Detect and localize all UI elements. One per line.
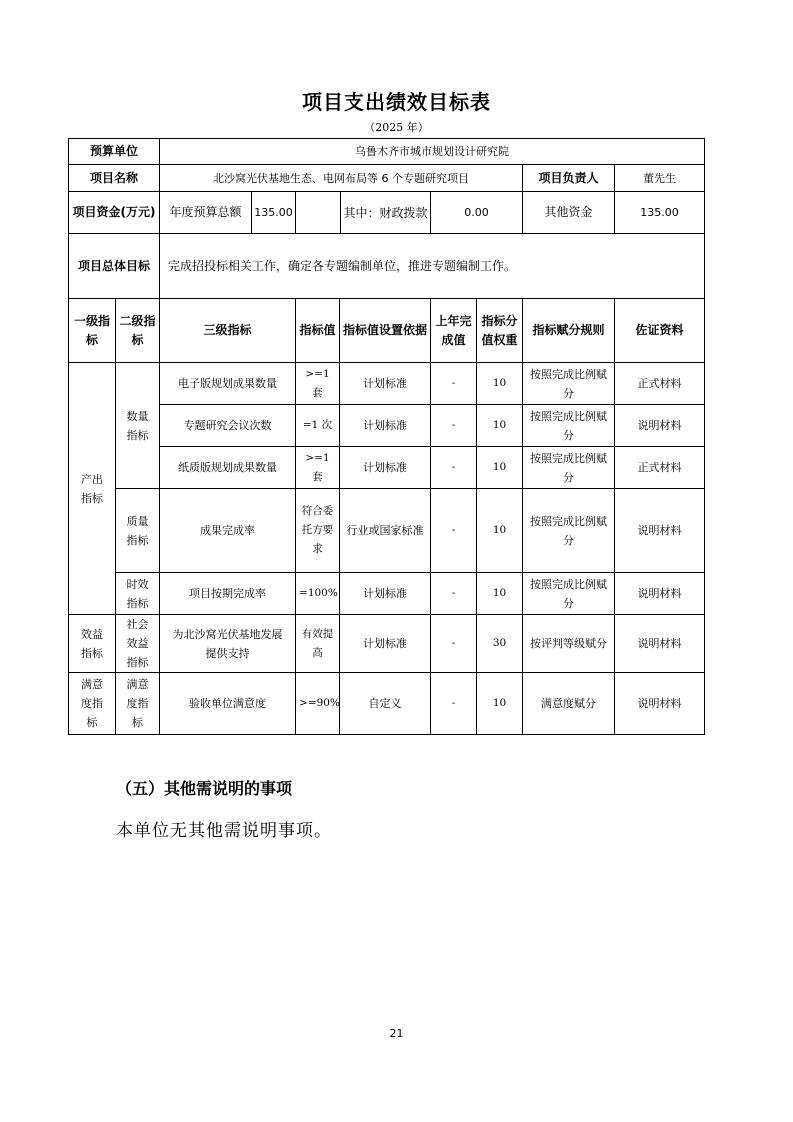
indicator-weight: 10 <box>477 673 523 735</box>
table-row <box>69 139 705 165</box>
other-funds-label: 其他资金 <box>523 192 615 234</box>
page-title: 项目支出绩效目标表 <box>302 90 491 114</box>
budget-unit-value: 乌鲁木齐市城市规划设计研究院 <box>160 139 705 165</box>
annual-budget-cell <box>160 192 296 234</box>
indicator-prev: - <box>431 573 477 615</box>
table-row <box>69 165 705 192</box>
indicator-value: >=1 套 <box>296 447 340 489</box>
indicator-value: >=90% <box>296 673 340 735</box>
annual-budget-value: 135.00 <box>254 206 293 219</box>
indicator-name: 项目按期完成率 <box>160 573 296 615</box>
header-rule: 指标赋分规则 <box>523 299 615 363</box>
leader-value: 董先生 <box>615 165 705 192</box>
fiscal-value: 0.00 <box>431 192 523 234</box>
header-level3: 三级指标 <box>160 299 296 363</box>
indicator-evidence: 说明材料 <box>615 573 705 615</box>
table-row <box>69 447 705 489</box>
indicator-evidence: 说明材料 <box>615 489 705 573</box>
level2-time: 时效指标 <box>116 573 160 615</box>
indicator-basis: 计划标准 <box>340 615 431 673</box>
indicator-weight: 10 <box>477 405 523 447</box>
indicator-value: 符合委托方要求 <box>296 489 340 573</box>
header-prev: 上年完成值 <box>431 299 477 363</box>
indicator-value: 有效提高 <box>296 615 340 673</box>
indicator-prev: - <box>431 673 477 735</box>
page-number: 21 <box>389 1027 404 1040</box>
indicator-weight: 10 <box>477 573 523 615</box>
header-evidence: 佐证资料 <box>615 299 705 363</box>
project-name-value: 北沙窝光伏基地生态、电网布局等 6 个专题研究项目 <box>160 165 523 192</box>
goal-value: 完成招投标相关工作，确定各专题编制单位，推进专题编制工作。 <box>160 234 705 299</box>
budget-unit-label: 预算单位 <box>69 139 160 165</box>
indicator-rule: 按照完成比例赋分 <box>523 573 615 615</box>
indicator-name: 纸质版规划成果数量 <box>160 447 296 489</box>
indicator-name: 成果完成率 <box>160 489 296 573</box>
performance-table <box>68 138 705 735</box>
level1-output: 产出指标 <box>69 363 116 615</box>
indicator-basis: 计划标准 <box>340 363 431 405</box>
indicator-rule: 按照完成比例赋分 <box>523 405 615 447</box>
table-row <box>69 405 705 447</box>
year-label: （2025 年） <box>364 121 429 134</box>
leader-label: 项目负责人 <box>523 165 615 192</box>
funds-label: 项目资金(万元) <box>69 192 160 234</box>
table-header-row <box>69 299 705 363</box>
indicator-evidence: 正式材料 <box>615 447 705 489</box>
indicator-value: =1 次 <box>296 405 340 447</box>
table-row <box>69 673 705 735</box>
header-basis: 指标值设置依据 <box>340 299 431 363</box>
indicator-value: >=1 套 <box>296 363 340 405</box>
indicator-evidence: 说明材料 <box>615 615 705 673</box>
indicator-rule: 按照完成比例赋分 <box>523 363 615 405</box>
section-heading: （五）其他需说明的事项 <box>116 779 293 798</box>
indicator-basis: 计划标准 <box>340 447 431 489</box>
goal-label: 项目总体目标 <box>69 234 160 299</box>
table-row <box>69 615 705 673</box>
level2-satisfaction: 满意度指标 <box>116 673 160 735</box>
indicator-rule: 按评判等级赋分 <box>523 615 615 673</box>
level1-satisfaction: 满意度指标 <box>69 673 116 735</box>
level2-quantity: 数量指标 <box>116 363 160 489</box>
indicator-basis: 计划标准 <box>340 573 431 615</box>
indicator-name: 电子版规划成果数量 <box>160 363 296 405</box>
indicator-prev: - <box>431 405 477 447</box>
indicator-name: 专题研究会议次数 <box>160 405 296 447</box>
indicator-name: 为北沙窝光伏基地发展提供支持 <box>160 615 296 673</box>
header-level1: 一级指标 <box>69 299 116 363</box>
indicator-evidence: 说明材料 <box>615 405 705 447</box>
annual-budget-value-rest <box>296 192 431 234</box>
header-level2: 二级指标 <box>116 299 160 363</box>
indicator-rule: 按照完成比例赋分 <box>523 447 615 489</box>
indicator-name: 验收单位满意度 <box>160 673 296 735</box>
indicator-weight: 10 <box>477 447 523 489</box>
level2-quality: 质量指标 <box>116 489 160 573</box>
table-row <box>69 192 705 234</box>
header-value: 指标值 <box>296 299 340 363</box>
fiscal-label: 其中：财政拨款 <box>340 192 430 233</box>
indicator-rule: 满意度赋分 <box>523 673 615 735</box>
indicator-basis: 自定义 <box>340 673 431 735</box>
indicator-weight: 10 <box>477 363 523 405</box>
indicator-prev: - <box>431 447 477 489</box>
indicator-prev: - <box>431 615 477 673</box>
level1-benefit: 效益指标 <box>69 615 116 673</box>
header-weight: 指标分值权重 <box>477 299 523 363</box>
annual-budget-label: 年度预算总额 <box>160 192 252 233</box>
other-funds-value: 135.00 <box>615 192 705 234</box>
indicator-evidence: 说明材料 <box>615 673 705 735</box>
indicator-weight: 10 <box>477 489 523 573</box>
indicator-basis: 计划标准 <box>340 405 431 447</box>
project-name-label: 项目名称 <box>69 165 160 192</box>
level2-social: 社会效益指标 <box>116 615 160 673</box>
indicator-value: =100% <box>296 573 340 615</box>
table-row <box>69 489 705 573</box>
table-row <box>69 363 705 405</box>
indicator-rule: 按照完成比例赋分 <box>523 489 615 573</box>
table-row <box>69 234 705 299</box>
indicator-weight: 30 <box>477 615 523 673</box>
indicator-basis: 行业或国家标准 <box>340 489 431 573</box>
indicator-prev: - <box>431 363 477 405</box>
indicator-evidence: 正式材料 <box>615 363 705 405</box>
section-paragraph: 本单位无其他需说明事项。 <box>116 821 332 841</box>
table-row <box>69 573 705 615</box>
indicator-prev: - <box>431 489 477 573</box>
